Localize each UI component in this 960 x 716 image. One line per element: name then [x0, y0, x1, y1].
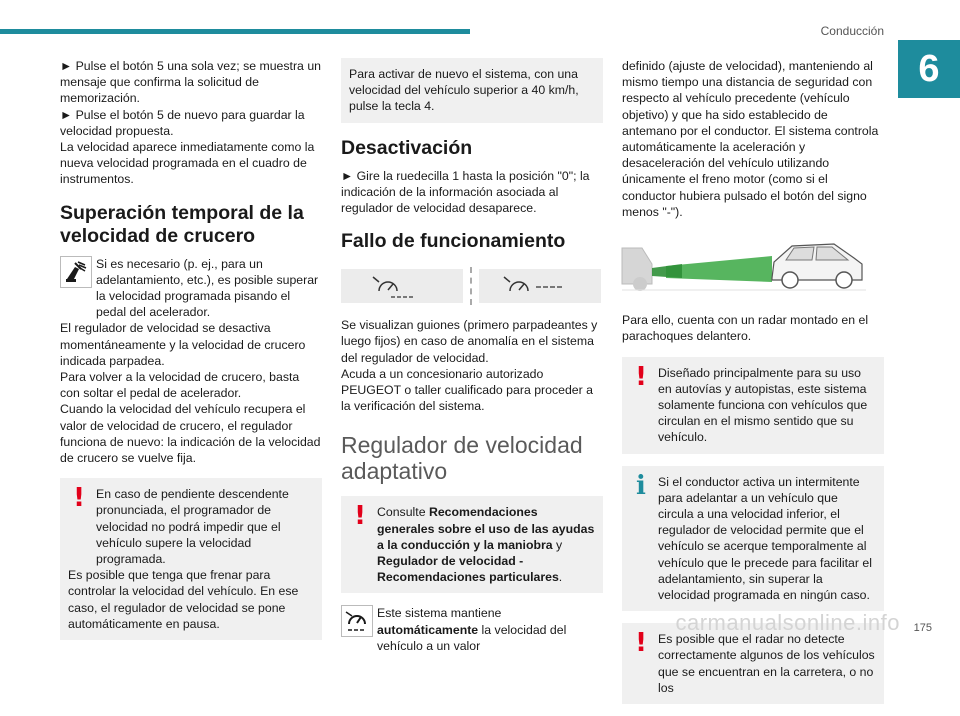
note-text: Para activar de nuevo el sistema, con una velocidad del vehículo superior a 40 km/h, pulse la tecla 4.	[349, 67, 579, 114]
paragraph: Acuda a un concesionario autorizado PEUGEOT o taller cualificado para proceder a la verificación del sistema.	[341, 366, 593, 414]
warning-text: En caso de pendiente descendente pronunciada, el programador de velocidad no podrá impedir que el vehículo supere la velocidad programada.	[96, 487, 289, 567]
speedometer-icon	[500, 273, 580, 299]
warning-exclamation-icon: !	[635, 361, 647, 392]
warning-note	[341, 496, 603, 593]
column-middle	[341, 58, 603, 654]
paragraph: Si es necesario (p. ej., para un adelantamiento, etc.), es posible superar la velocidad programada pisando el pedal del acelerador.	[96, 256, 319, 320]
radar-car-illustration	[622, 234, 866, 296]
paragraph: Para ello, cuenta con un radar montado en el parachoques delantero.	[622, 313, 869, 344]
section-heading: Superación temporal de la velocidad de crucero	[60, 201, 304, 247]
fault-panel-right	[479, 269, 601, 303]
warning-exclamation-icon: !	[354, 501, 366, 532]
column-left	[60, 58, 322, 652]
paragraph: Se visualizan guiones (primero parpadeantes y luego fijos) en caso de anomalía en el sistema del regulador de velocidad.	[341, 318, 598, 365]
warning-text: Es posible que el radar no detecte correctamente algunos de los vehículos que se encuentran en la carretera, o no los	[658, 632, 875, 695]
info-text: Si el conductor activa un intermitente para adelantar a un vehículo que circula a una velocidad inferior, el regulador de velocidad permite que el vehículo se acerque temporalmente al vehículo que le precede para facilitar el adelantamiento, sin superar la velocidad programada en ningún caso.	[658, 474, 872, 603]
adaptive-cruise-icon	[341, 605, 373, 637]
chapter-heading: Regulador de velocidad adaptativo	[341, 432, 583, 485]
paragraph: La velocidad aparece inmediatamente como la nueva velocidad programada en el cuadro de instrumentos.	[60, 140, 315, 187]
paragraph: Para volver a la velocidad de crucero, basta con soltar el pedal de acelerador.	[60, 370, 300, 401]
speedometer-icon	[367, 273, 437, 299]
panel-divider	[470, 267, 472, 305]
warning-text: Es posible que tenga que frenar para controlar la velocidad del vehículo. En ese caso, el regulador de velocidad se pone automáticamente en pausa.	[68, 568, 299, 631]
accelerator-pedal-icon	[60, 256, 92, 288]
paragraph: Cuando la velocidad del vehículo recupera el valor de velocidad de crucero, el regulador funciona de nuevo: la indicación de la velocidad de crucero se vuelve fija.	[60, 402, 321, 466]
info-note	[622, 466, 884, 612]
pedal-paragraph	[60, 256, 322, 321]
info-note	[341, 58, 603, 123]
page-number: 175	[913, 622, 932, 634]
paragraph: Este sistema mantiene automáticamente la velocidad del vehículo a un valor	[377, 606, 567, 653]
fault-panel-left	[341, 269, 463, 303]
section-title: Conducción	[820, 24, 884, 38]
warning-exclamation-icon: !	[635, 628, 647, 659]
paragraph: ► Pulse el botón 5 de nuevo para guardar la velocidad propuesta.	[60, 107, 305, 138]
warning-text: Diseñado principalmente para su uso en autovías y autopistas, este sistema solamente funciona con vehículos que circulan en el mismo sentido que su vehículo.	[658, 365, 868, 445]
section-heading: Desactivación	[341, 136, 473, 159]
header-accent-bar	[0, 29, 470, 34]
warning-note	[622, 357, 884, 454]
warning-exclamation-icon: !	[73, 483, 85, 514]
paragraph: ► Pulse el botón 5 una sola vez; se muestra un mensaje que confirma la solicitud de memorización.	[60, 59, 321, 106]
watermark: carmanualsonline.info	[675, 610, 900, 635]
warning-text: Consulte Recomendaciones generales sobre el uso de las ayudas a la conducción y la maniobra y Regulador de velocidad - Recomendaciones particulares.	[377, 505, 595, 585]
warning-note	[60, 478, 322, 640]
chapter-number-tab: 6	[898, 40, 960, 98]
paragraph: ► Gire la ruedecilla 1 hasta la posición "0"; la indicación de la información asociada al regulador de velocidad desaparece.	[341, 168, 590, 216]
section-heading: Fallo de funcionamiento	[341, 230, 566, 253]
paragraph: El regulador de velocidad se desactiva momentáneamente y la velocidad de crucero indicada parpadea.	[60, 321, 306, 368]
info-i-icon: i	[636, 470, 646, 501]
fault-display-panels	[341, 267, 603, 305]
paragraph: definido (ajuste de velocidad), manteniendo al mismo tiempo una distancia de seguridad con respecto al vehículo precedente (vehículo objetivo) y que ha sido establecido de antemano por el conductor. El sistema controla automáticamente la aceleración y desaceleración del vehículo utilizando únicamente el freno motor (como si el conductor hubiera pulsado el botón del signo menos "-").	[622, 59, 879, 219]
acc-paragraph	[341, 605, 603, 654]
